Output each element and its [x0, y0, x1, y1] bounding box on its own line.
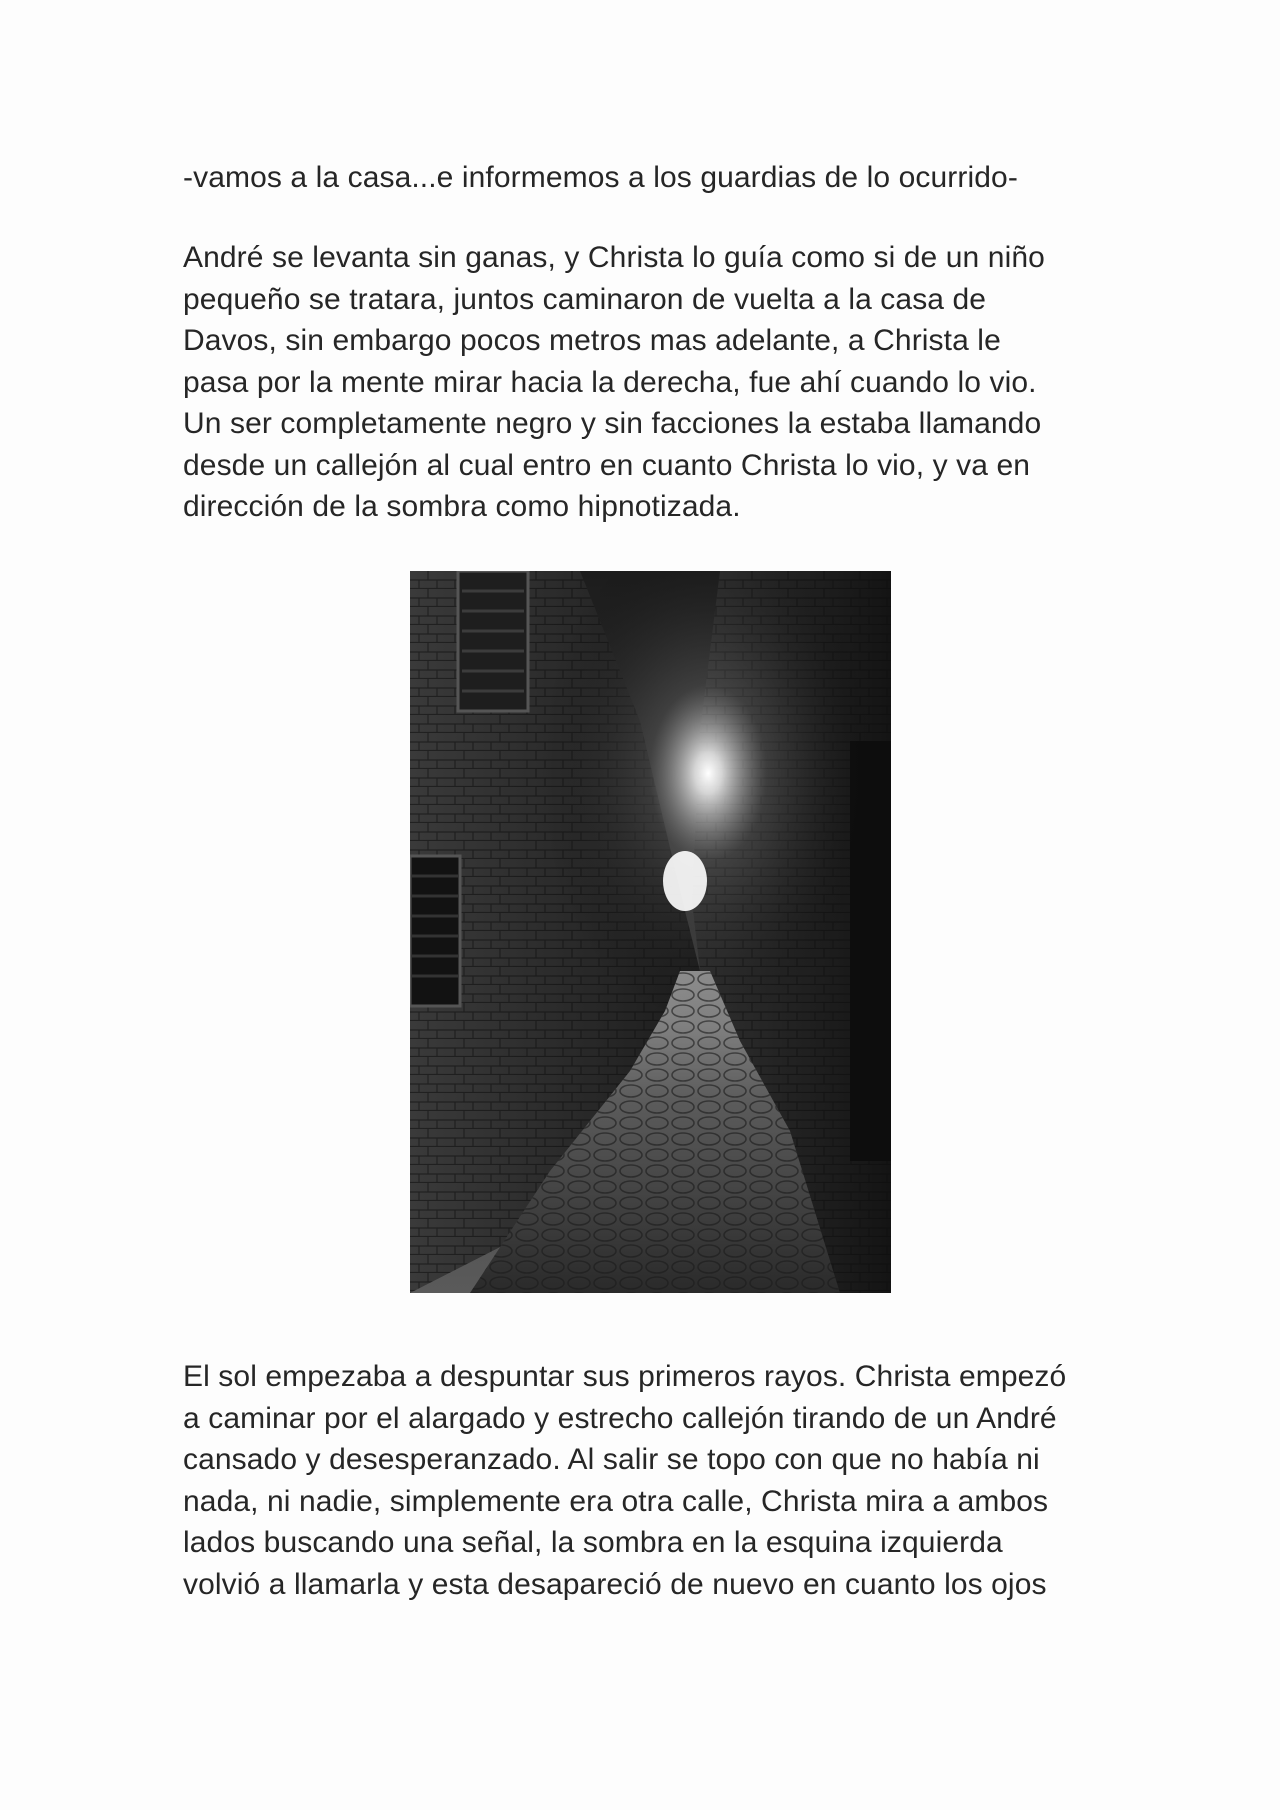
text-line: pasa por la mente mirar hacia la derecha, fue ahí cuando lo vio. — [183, 365, 1037, 399]
text-line: André se levanta sin ganas, y Christa lo guía como si de un niño — [183, 241, 1045, 274]
text-line: cansado y desesperanzado. Al salir se topo con que no había ni — [183, 1443, 1040, 1476]
text-line: volvió a llamarla y esta desapareció de nuevo en cuanto los ojos — [183, 1567, 1047, 1601]
text-line: a caminar por el alargado y estrecho callejón tirando de un André — [183, 1401, 1057, 1435]
text-line: pequeño se tratara, juntos caminaron de vuelta a la casa de — [183, 282, 987, 316]
text-line: lados buscando una señal, la sombra en la esquina izquierda — [183, 1526, 1003, 1559]
text-line: Davos, sin embargo pocos metros mas adelante, a Christa le — [183, 324, 1001, 357]
text-line: -vamos a la casa...e informemos a los guardias de lo ocurrido- — [183, 161, 1018, 194]
text-line: dirección de la sombra como hipnotizada. — [183, 490, 741, 523]
text-line: nada, ni nadie, simplemente era otra calle, Christa mira a ambos — [183, 1484, 1049, 1518]
alley-photo-icon — [410, 571, 891, 1293]
paragraph-1 — [183, 157, 1123, 199]
text-line: desde un callejón al cual entro en cuanto Christa lo vio, y va en — [183, 448, 1031, 482]
paragraph-3 — [183, 1356, 1123, 1605]
paragraph-2 — [183, 237, 1123, 528]
text-line: Un ser completamente negro y sin facciones la estaba llamando — [183, 407, 1042, 440]
text-line: El sol empezaba a despuntar sus primeros rayos. Christa empezó — [183, 1360, 1067, 1393]
